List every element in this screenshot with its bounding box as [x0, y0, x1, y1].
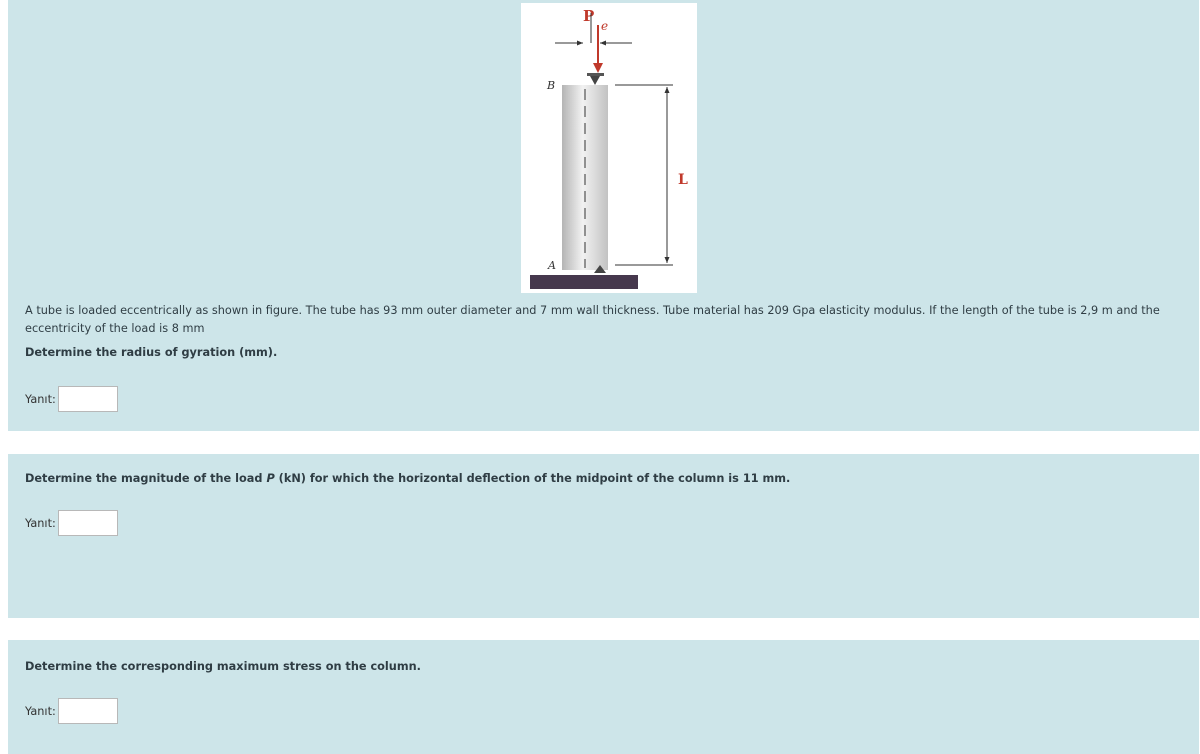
- question-1-prompt: Determine the radius of gyration (mm).: [25, 346, 278, 359]
- answer-input-2[interactable]: [58, 510, 118, 536]
- problem-description: A tube is loaded eccentrically as shown in figure. The tube has 93 mm outer diameter and 7 mm wall thickness. Tube material has 209 Gpa elasticity modulus. If the length of the tube is 2,9 m and the eccentricity of the load is 8 mm: [25, 304, 1160, 335]
- eccentricity-arrow-left: [577, 41, 583, 46]
- length-arrow-top: [665, 87, 670, 93]
- eccentric-column-diagram: [521, 3, 697, 293]
- answer-label: Yanıt:: [25, 392, 56, 406]
- question-3-prompt: Determine the corresponding maximum stress on the column.: [25, 660, 421, 673]
- eccentricity-label: e: [601, 19, 609, 33]
- load-arrow-head: [593, 63, 603, 73]
- load-label-p: P: [583, 7, 595, 25]
- top-bearing-plate: [587, 73, 604, 76]
- answer-row-3: [25, 698, 118, 724]
- question-2-panel: [8, 454, 1199, 618]
- column-figure: [521, 3, 697, 293]
- question-3-panel: [8, 640, 1199, 754]
- end-label-a: A: [548, 259, 556, 272]
- length-arrow-bottom: [665, 257, 670, 263]
- answer-row-2: [25, 510, 118, 536]
- answer-label: Yanıt:: [25, 704, 56, 718]
- question-2-prompt: [25, 472, 790, 485]
- top-pin: [590, 76, 600, 85]
- answer-input-1[interactable]: [58, 386, 118, 412]
- question-2-prompt-end: (kN) for which the horizontal deflection of the midpoint of the column is 11 mm.: [274, 472, 791, 485]
- base-support: [530, 275, 638, 289]
- question-2-prompt-start: Determine the magnitude of the load: [25, 472, 267, 485]
- answer-row-1: [25, 386, 118, 412]
- question-1-panel: [8, 0, 1199, 431]
- end-label-b: B: [547, 79, 556, 92]
- eccentricity-arrow-right: [600, 41, 606, 46]
- answer-label: Yanıt:: [25, 516, 56, 530]
- length-label-l: L: [678, 172, 688, 188]
- answer-input-3[interactable]: [58, 698, 118, 724]
- load-variable-p: P: [266, 472, 275, 485]
